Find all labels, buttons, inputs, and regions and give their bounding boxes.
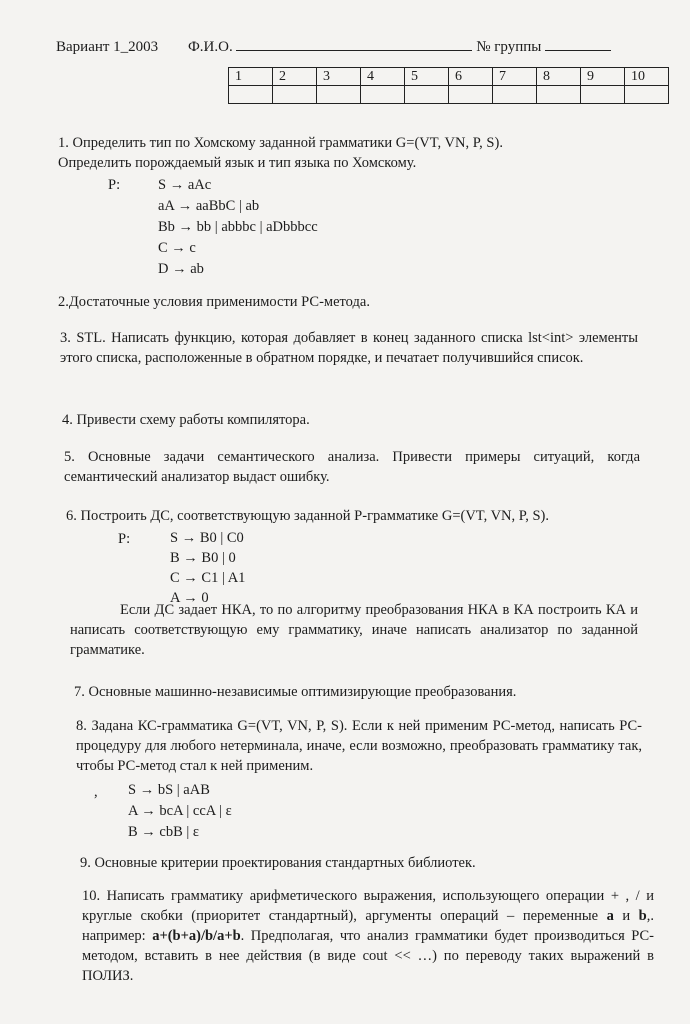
answer-cell[interactable] bbox=[317, 86, 361, 104]
answer-cell[interactable] bbox=[449, 86, 493, 104]
task-8-rule: A → bcA | ccA | ε bbox=[128, 803, 232, 819]
task-4: 4. Привести схему работы компилятора. bbox=[62, 412, 310, 428]
answer-cell[interactable] bbox=[273, 86, 317, 104]
fio-label: Ф.И.О. bbox=[187, 39, 233, 55]
answer-number: 9 bbox=[581, 68, 625, 86]
task-1-rule: C → c bbox=[158, 240, 196, 256]
fio-field[interactable] bbox=[236, 36, 472, 51]
answer-number: 10 bbox=[625, 68, 669, 86]
task-10 bbox=[82, 886, 654, 986]
variant-label: Вариант 1_2003 bbox=[56, 39, 159, 55]
task-8-para: 8. Задана КС-грамматика G=(VT, VN, P, S). Если к ней применим РС-метод, написать РС-процедуру для любого нетерминала, иначе, если возможно, преобразовать грамматику так, чтобы РС-метод стал к ней применим. bbox=[76, 718, 642, 774]
task-1-rule: Bb → bb | abbbc | aDbbbcc bbox=[158, 219, 318, 235]
answer-cell[interactable] bbox=[405, 86, 449, 104]
answer-cell[interactable] bbox=[537, 86, 581, 104]
task-8-rule: B → cbB | ε bbox=[128, 824, 200, 840]
task-1-rule: aA → aaBbC | ab bbox=[158, 198, 260, 214]
task-10-and: и bbox=[613, 908, 639, 924]
task-6-para: Если ДС задает НКА, то по алгоритму преобразования НКА в КА построить КА и написать соответствующую ему грамматику, иначе написать анализатор по заданной грамматике. bbox=[70, 602, 638, 658]
task-10-part-1: 10. Написать грамматику арифметического выражения, использующего операции + , / и круглые скобки (приоритет стандартный), аргументы операций – переменные bbox=[82, 888, 654, 924]
task-1-p-label: P: bbox=[108, 177, 121, 193]
answer-table-header-row bbox=[229, 68, 669, 86]
answer-cell[interactable] bbox=[625, 86, 669, 104]
answer-number: 8 bbox=[537, 68, 581, 86]
task-8-mark: , bbox=[94, 784, 98, 800]
task-10-part-2: ,. например: bbox=[82, 908, 654, 944]
answer-cell[interactable] bbox=[581, 86, 625, 104]
task-1-line-1: 1. Определить тип по Хомскому заданной грамматики G=(VT, VN, P, S). bbox=[58, 135, 503, 151]
task-1-rule: S → aAc bbox=[158, 177, 212, 193]
answer-cell[interactable] bbox=[493, 86, 537, 104]
task-6-rule: S → B0 | C0 bbox=[170, 530, 244, 546]
task-7: 7. Основные машинно-независимые оптимизирующие преобразования. bbox=[74, 684, 517, 700]
task-10-part-3: . Предполагая, что анализ грамматики будет производиться РС-методом, вставить в нее действия (в виде cout << …) по переводу таких выражений в ПОЛИЗ. bbox=[82, 928, 655, 984]
header bbox=[56, 36, 611, 56]
answer-cell[interactable] bbox=[229, 86, 273, 104]
task-1-line-2: Определить порождаемый язык и тип языка по Хомскому. bbox=[58, 155, 417, 171]
task-6-line-1: 6. Построить ДС, соответствующую заданной Р-грамматике G=(VT, VN, P, S). bbox=[66, 508, 549, 524]
task-6-rule: A → 0 bbox=[170, 590, 209, 606]
answer-table bbox=[228, 67, 669, 104]
task-9: 9. Основные критерии проектирования стандартных библиотек. bbox=[80, 855, 476, 871]
task-6-p-label: P: bbox=[118, 531, 131, 547]
task-10-example: a+(b+a)/b/a+b bbox=[152, 928, 241, 944]
answer-number: 2 bbox=[273, 68, 317, 86]
task-3: 3. STL. Написать функцию, которая добавляет в конец заданного списка lst<int> элементы этого списка, расположенные в обратном порядке, и печатает получившийся список. bbox=[60, 330, 638, 366]
answer-number: 4 bbox=[361, 68, 405, 86]
task-1-rule: D → ab bbox=[158, 261, 204, 277]
task-6-rule: B → B0 | 0 bbox=[170, 550, 236, 566]
task-8-rule: S → bS | aAB bbox=[128, 782, 210, 798]
task-2: 2.Достаточные условия применимости РС-метода. bbox=[58, 294, 370, 310]
task-10-var-b: b bbox=[638, 908, 647, 924]
answer-table-input-row bbox=[229, 86, 669, 104]
task-5: 5. Основные задачи семантического анализа. Привести примеры ситуаций, когда семантический анализатор выдаст ошибку. bbox=[64, 449, 640, 485]
task-10-var-a: a bbox=[606, 908, 614, 924]
group-label: № группы bbox=[476, 39, 542, 55]
answer-number: 3 bbox=[317, 68, 361, 86]
answer-number: 1 bbox=[229, 68, 273, 86]
answer-number: 5 bbox=[405, 68, 449, 86]
answer-number: 7 bbox=[493, 68, 537, 86]
task-6-rule: C → C1 | A1 bbox=[170, 570, 246, 586]
answer-number: 6 bbox=[449, 68, 493, 86]
answer-cell[interactable] bbox=[361, 86, 405, 104]
group-field[interactable] bbox=[545, 36, 611, 51]
